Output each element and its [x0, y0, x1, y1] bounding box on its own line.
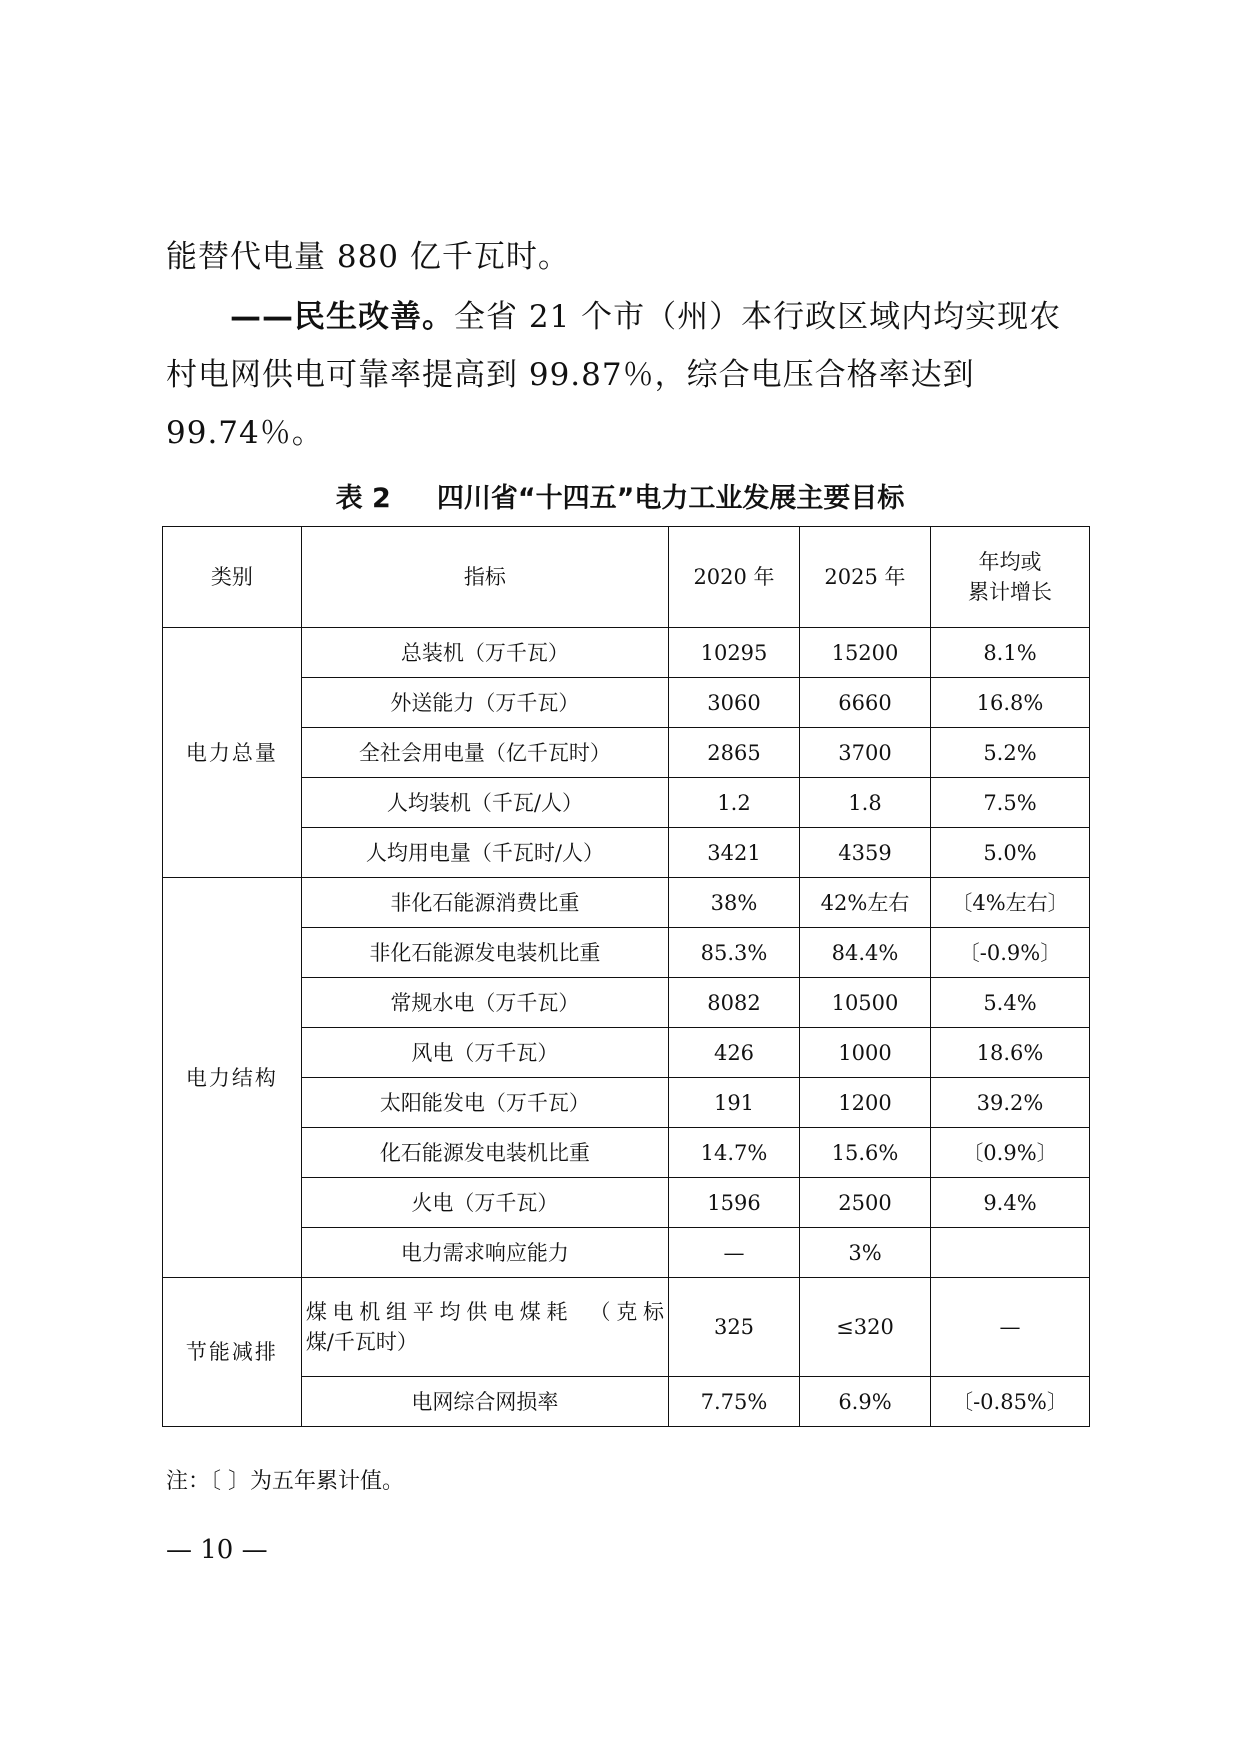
growth-cell: 8.1%	[930, 628, 1089, 678]
value-2025-cell: 15200	[800, 628, 931, 678]
indicator-cell: 化石能源发电装机比重	[301, 1128, 668, 1178]
indicator-cell: 电网综合网损率	[301, 1377, 668, 1427]
growth-cell	[930, 1228, 1089, 1278]
value-2025-cell: 42%左右	[800, 878, 931, 928]
indicator-cell: 外送能力（万千瓦）	[301, 678, 668, 728]
indicator-cell: 常规水电（万千瓦）	[301, 978, 668, 1028]
table-row	[163, 1028, 1090, 1078]
table-row	[163, 828, 1090, 878]
value-2025-cell: 4359	[800, 828, 931, 878]
indicator-cell: 人均用电量（千瓦时/人）	[301, 828, 668, 878]
value-2020-cell: 85.3%	[669, 928, 800, 978]
value-2020-cell: 3060	[669, 678, 800, 728]
value-2025-cell: 6660	[800, 678, 931, 728]
table-row	[163, 1377, 1090, 1427]
growth-cell: 〔-0.9%〕	[930, 928, 1089, 978]
indicator-cell: 人均装机（千瓦/人）	[301, 778, 668, 828]
paragraph-livelihood	[166, 288, 1074, 462]
value-2020-cell: 191	[669, 1078, 800, 1128]
indicator-cell: 太阳能发电（万千瓦）	[301, 1078, 668, 1128]
table-number: 表 2	[335, 483, 391, 514]
value-2020-cell: 8082	[669, 978, 800, 1028]
table-title: 四川省“十四五”电力工业发展主要目标	[436, 483, 905, 514]
indicator-cell: 非化石能源消费比重	[301, 878, 668, 928]
value-2025-cell: 1200	[800, 1078, 931, 1128]
growth-cell: 18.6%	[930, 1028, 1089, 1078]
table-row	[163, 1078, 1090, 1128]
table-row	[163, 928, 1090, 978]
value-2020-cell: 426	[669, 1028, 800, 1078]
category-cell: 节能减排	[163, 1278, 302, 1427]
value-2020-cell: 1.2	[669, 778, 800, 828]
value-2020-cell: 1596	[669, 1178, 800, 1228]
value-2025-cell: 6.9%	[800, 1377, 931, 1427]
value-2020-cell: 2865	[669, 728, 800, 778]
category-cell: 电力结构	[163, 878, 302, 1278]
value-2025-cell: 1.8	[800, 778, 931, 828]
indicator-line1: 煤电机组平均供电煤耗 （克标	[305, 1300, 665, 1324]
table-row	[163, 728, 1090, 778]
paragraph-energy-substitution	[166, 228, 1074, 286]
indicator-line2: 煤/千瓦时）	[305, 1330, 418, 1354]
page-number: — 10 —	[166, 1535, 268, 1565]
growth-cell: 5.2%	[930, 728, 1089, 778]
table-row	[163, 1278, 1090, 1377]
header-growth-line2: 累计增长	[967, 580, 1052, 604]
indicator-cell: 非化石能源发电装机比重	[301, 928, 668, 978]
paragraph-heading: ——民生改善。	[230, 299, 454, 335]
indicator-cell: 全社会用电量（亿千瓦时）	[301, 728, 668, 778]
value-2020-cell: 10295	[669, 628, 800, 678]
table-caption	[164, 474, 1076, 524]
value-2025-cell: 2500	[800, 1178, 931, 1228]
growth-cell: 〔4%左右〕	[930, 878, 1089, 928]
table-note: 注：〔 〕为五年累计值。	[166, 1469, 404, 1494]
indicator-cell: 火电（万千瓦）	[301, 1178, 668, 1228]
growth-cell: 9.4%	[930, 1178, 1089, 1228]
table-row	[163, 1228, 1090, 1278]
value-2020-cell: —	[669, 1228, 800, 1278]
indicator-cell: 风电（万千瓦）	[301, 1028, 668, 1078]
value-2020-cell: 14.7%	[669, 1128, 800, 1178]
value-2025-cell: 3700	[800, 728, 931, 778]
header-category: 类别	[163, 527, 302, 628]
value-2020-cell: 7.75%	[669, 1377, 800, 1427]
targets-table	[162, 526, 1090, 1427]
indicator-cell	[301, 1278, 668, 1377]
growth-cell: 39.2%	[930, 1078, 1089, 1128]
table-row	[163, 778, 1090, 828]
header-indicator: 指标	[301, 527, 668, 628]
value-2025-cell: ≤320	[800, 1278, 931, 1377]
table-row	[163, 878, 1090, 928]
table-row	[163, 678, 1090, 728]
header-2020: 2020 年	[669, 527, 800, 628]
table-header-row	[163, 527, 1090, 628]
table-row	[163, 1178, 1090, 1228]
table-row	[163, 1128, 1090, 1178]
table-row	[163, 978, 1090, 1028]
growth-cell: —	[930, 1278, 1089, 1377]
paragraph-text: 全省 21 个市（州）本行政区域内均实现农村电网供电可靠率提高到 99.87％，综合电压合格率达到 99.74％。	[166, 299, 1062, 451]
value-2025-cell: 10500	[800, 978, 931, 1028]
table-row	[163, 628, 1090, 678]
paragraph-text: 能替代电量 880 亿千瓦时。	[166, 239, 570, 275]
value-2025-cell: 1000	[800, 1028, 931, 1078]
header-2025: 2025 年	[800, 527, 931, 628]
growth-cell: 〔-0.85%〕	[930, 1377, 1089, 1427]
value-2025-cell: 15.6%	[800, 1128, 931, 1178]
indicator-cell: 电力需求响应能力	[301, 1228, 668, 1278]
growth-cell: 〔0.9%〕	[930, 1128, 1089, 1178]
header-growth	[930, 527, 1089, 628]
value-2020-cell: 3421	[669, 828, 800, 878]
header-growth-line1: 年均或	[978, 550, 1042, 574]
value-2025-cell: 84.4%	[800, 928, 931, 978]
growth-cell: 16.8%	[930, 678, 1089, 728]
value-2025-cell: 3%	[800, 1228, 931, 1278]
growth-cell: 7.5%	[930, 778, 1089, 828]
value-2020-cell: 325	[669, 1278, 800, 1377]
value-2020-cell: 38%	[669, 878, 800, 928]
growth-cell: 5.0%	[930, 828, 1089, 878]
growth-cell: 5.4%	[930, 978, 1089, 1028]
indicator-cell: 总装机（万千瓦）	[301, 628, 668, 678]
category-cell: 电力总量	[163, 628, 302, 878]
